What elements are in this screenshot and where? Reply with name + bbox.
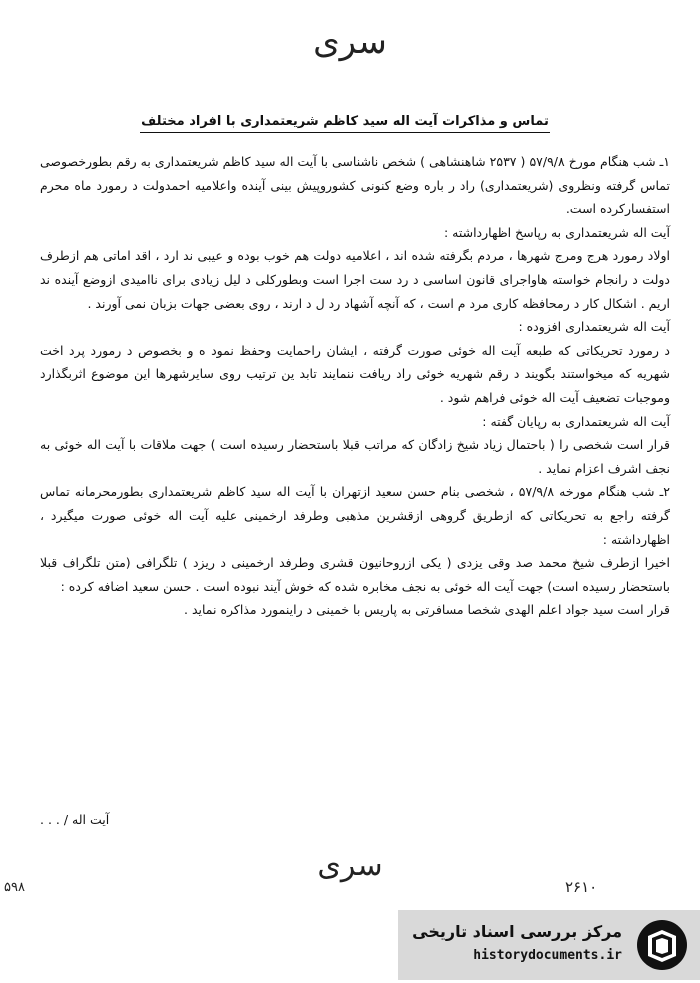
secret-stamp-bottom: سری [317, 848, 383, 883]
signoff: آیت اله / . . . [40, 812, 110, 827]
paragraph-10: قرار است سید جواد اعلم الهدی شخصا مسافرتی به پاریس با خمینی د راینمورد مذاکره نماید . [184, 602, 670, 618]
paragraph-6: آیت اله شریعتمداری به رپایان گفته : [482, 413, 670, 429]
paragraph-3: اولاد رمورد هرج ومرج شهرها ، مردم بگرفته شده اند ، اعلامیه دولت هم خوب بوده و عیبی ند ارد ، اقد اماتی هم ازطرف دولت د رانجام خواسته هاواجرای قانون اساسی د رد ست اجرا است وبطورکلی د لیل زیادی برای ناامیدی ازوضع آینده ند اریم . اشکال کار د رمحافظه کاری مرد م است ، که آنچه آشهاد رد ل د ارند ، روی بعضی جهات بزبان نمی آورند . [40, 248, 670, 311]
archive-name: مرکز بررسی اسناد تاریخی [412, 922, 622, 941]
paragraph-8: ۲ـ شب هنگام مورخه ۵۷/۹/۸ ، شخصی بنام حسن سعید ازتهران با آیت اله سید کاظم شریعتمداری بطورمحرمانه تماس گرفته راجع به تحریکاتی که ازطریق گروهی ازقشرین مذهبی وطرفد ارخمینی علیه آیت اله خوئی صورت میگیرد ، اظهارداشته : [40, 484, 670, 547]
handwritten-number-right: ۲۶۱۰ [565, 878, 598, 896]
paragraph-2: آیت اله شریعتمداری به رپاسخ اظهارداشته : [443, 224, 670, 240]
paragraph-1: ۱ـ شب هنگام مورخ ۵۷/۹/۸ ( ۲۵۳۷ شاهنشاهی ) شخص ناشناسی با آیت اله سید کاظم شریعتمداری به رقم بطورخصوصی تماس گرفته ونظروی (شریعتمداری) راد ر باره وضع کنونی کشوروپیش بینی آینده واعلامیه احمدولت د رمورد ماه محرم استفسارکرده است. [40, 154, 670, 217]
paragraph-5: د رمورد تحریکاتی که طبعه آیت اله خوئی صورت گرفته ، ایشان راحمایت وحفظ نمود ه و بخصوص د رمورد پرد اخت شهریه که میخواستند بگویند د رقم شهریه خوئی راد ریافت ننمایند تابد ین ترتیب روی سایرشهرها این موضوع اثربگذارد وموجبات تضعیف آیت اله خوئی فراهم شود . [40, 342, 670, 405]
archive-logo-icon [634, 918, 690, 972]
paragraph-7: قرار است شخصی را ( باحتمال زیاد شیخ زادگان که مراتب قبلا باستحضار رسیده است ) جهت ملاقات با آیت اله خوئی به نجف اشرف اعزام نماید . [40, 437, 670, 476]
paragraph-4: آیت اله شریعتمداری افزوده : [518, 319, 670, 335]
document-body [40, 150, 670, 622]
archive-url: historydocuments.ir [473, 948, 622, 963]
handwritten-number-left: ۵۹۸ [4, 880, 25, 895]
archive-logo-banner [398, 910, 700, 980]
paragraph-9: اخیرا ازطرف شیخ محمد صد وقی یزدی ( یکی ازروحانیون قشری وطرفد ارخمینی د ریزد ) تلگرافی (متن تلگراف قبلا باستحضار رسیده است) جهت آیت اله خوئی به نجف مخابره شده که خوش آیند نبوده است . حسن سعید اضافه کرده : [40, 555, 670, 594]
secret-stamp-top: سری [313, 22, 387, 62]
document-title: تماس و مذاکرات آیت اله سید کاظم شریعتمداری با افراد مختلف [140, 114, 550, 133]
